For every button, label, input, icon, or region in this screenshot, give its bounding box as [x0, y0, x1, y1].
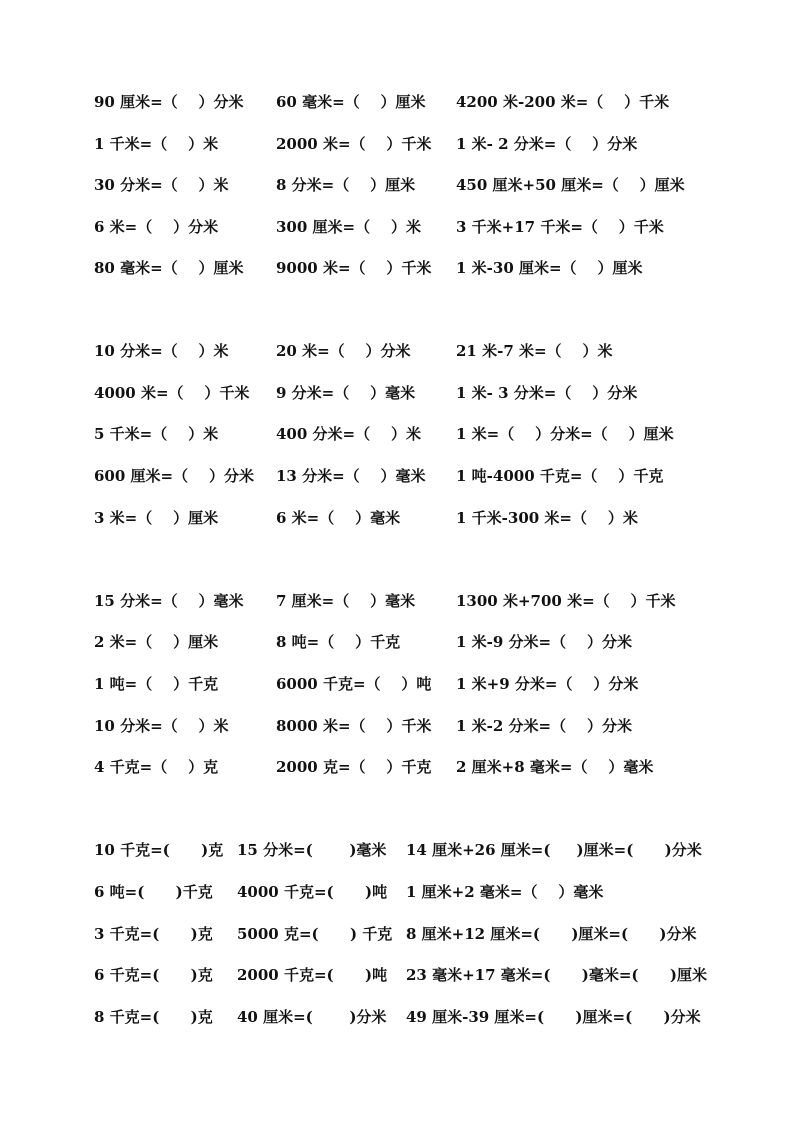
exercise-item: 1 米-9 分米=（ ）分米	[456, 633, 633, 651]
exercise-item: 1 米- 2 分米=（ ）分米	[456, 135, 638, 153]
exercise-item: 1 千米-300 米=（ ）米	[456, 509, 638, 527]
exercise-item: 4 千克=（ ）克	[94, 758, 219, 776]
exercise-item: 21 米-7 米=（ ）米	[456, 342, 613, 360]
exercise-item: 450 厘米+50 厘米=（ ）厘米	[456, 176, 685, 194]
exercise-item: 5000 克=( ) 千克	[237, 925, 393, 943]
exercise-item: 8 厘米+12 厘米=( )厘米=( )分米	[406, 925, 697, 943]
exercise-item: 1 吨=（ ）千克	[94, 675, 219, 693]
exercise-item: 8 吨=（ ）千克	[276, 633, 401, 651]
exercise-item: 9 分米=（ ）毫米	[276, 384, 416, 402]
exercise-item: 10 千克=( )克	[94, 841, 224, 859]
exercise-item: 14 厘米+26 厘米=( )厘米=( )分米	[406, 841, 702, 859]
exercise-item: 80 毫米=（ ）厘米	[94, 259, 244, 277]
exercise-item: 4000 千克=( )吨	[237, 883, 388, 901]
exercise-item: 6000 千克=（ ）吨	[276, 675, 432, 693]
exercise-item: 6 米=（ ）毫米	[276, 509, 401, 527]
exercise-item: 3 千克=( )克	[94, 925, 213, 943]
exercise-item: 9000 米=（ ）千米	[276, 259, 432, 277]
exercise-item: 15 分米=（ ）毫米	[94, 592, 244, 610]
exercise-item: 4000 米=（ ）千米	[94, 384, 250, 402]
exercise-item: 5 千米=（ ）米	[94, 425, 219, 443]
exercise-item: 10 分米=（ ）米	[94, 717, 229, 735]
exercise-item: 1 厘米+2 毫米=（ ）毫米	[406, 883, 604, 901]
exercise-item: 8 千克=( )克	[94, 1008, 213, 1026]
exercise-item: 7 厘米=（ ）毫米	[276, 592, 416, 610]
exercise-item: 8 分米=（ ）厘米	[276, 176, 416, 194]
exercise-item: 1 米=（ ）分米=（ ）厘米	[456, 425, 674, 443]
exercise-item: 60 毫米=（ ）厘米	[276, 93, 426, 111]
exercise-item: 23 毫米+17 毫米=( )毫米=( )厘米	[406, 966, 707, 984]
exercise-item: 1 米-30 厘米=（ ）厘米	[456, 259, 643, 277]
exercise-item: 30 分米=（ ）米	[94, 176, 229, 194]
exercise-item: 1 米-2 分米=（ ）分米	[456, 717, 633, 735]
exercise-item: 2000 米=（ ）千米	[276, 135, 432, 153]
exercise-item: 1 千米=（ ）米	[94, 135, 219, 153]
exercise-item: 1 米+9 分米=（ ）分米	[456, 675, 639, 693]
exercise-item: 400 分米=（ ）米	[276, 425, 421, 443]
exercise-item: 49 厘米-39 厘米=( )厘米=( )分米	[406, 1008, 701, 1026]
exercise-item: 2000 克=（ ）千克	[276, 758, 432, 776]
exercise-item: 2 厘米+8 毫米=（ ）毫米	[456, 758, 654, 776]
exercise-item: 13 分米=（ ）毫米	[276, 467, 426, 485]
exercise-item: 1 米- 3 分米=（ ）分米	[456, 384, 638, 402]
exercise-item: 2 米=（ ）厘米	[94, 633, 219, 651]
exercise-item: 8000 米=（ ）千米	[276, 717, 432, 735]
exercise-item: 90 厘米=（ ）分米	[94, 93, 244, 111]
exercise-item: 600 厘米=（ ）分米	[94, 467, 254, 485]
exercise-item: 6 米=（ ）分米	[94, 218, 219, 236]
exercise-item: 20 米=（ ）分米	[276, 342, 411, 360]
exercise-item: 4200 米-200 米=（ ）千米	[456, 93, 670, 111]
exercise-item: 40 厘米=( )分米	[237, 1008, 387, 1026]
exercise-item: 3 米=（ ）厘米	[94, 509, 219, 527]
exercise-item: 6 吨=( )千克	[94, 883, 213, 901]
exercise-item: 15 分米=( )毫米	[237, 841, 387, 859]
exercise-item: 3 千米+17 千米=（ ）千米	[456, 218, 664, 236]
exercise-item: 2000 千克=( )吨	[237, 966, 388, 984]
exercise-item: 1 吨-4000 千克=（ ）千克	[456, 467, 664, 485]
exercise-item: 10 分米=（ ）米	[94, 342, 229, 360]
exercise-item: 6 千克=( )克	[94, 966, 213, 984]
exercise-item: 300 厘米=（ ）米	[276, 218, 421, 236]
exercise-item: 1300 米+700 米=（ ）千米	[456, 592, 676, 610]
